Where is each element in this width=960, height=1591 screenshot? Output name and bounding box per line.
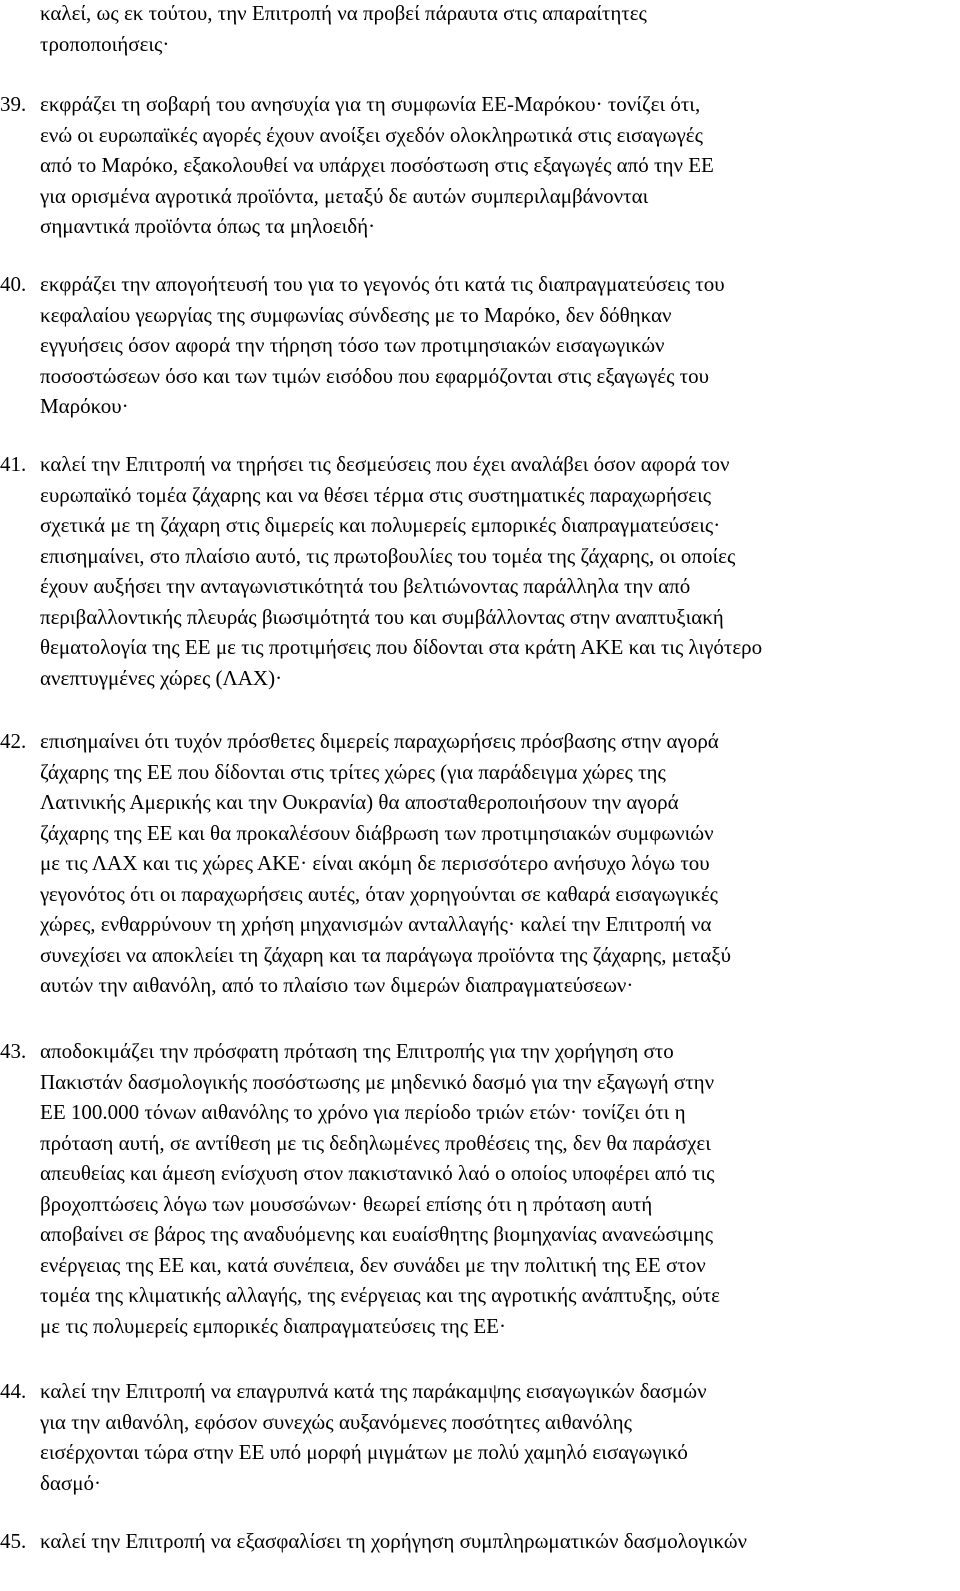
paragraph-line: τομέα της κλιματικής αλλαγής, της ενέργειας και της αγροτικής ανάπτυξης, ούτε [40, 1283, 720, 1307]
paragraph-line: καλεί την Επιτροπή να επαγρυπνά κατά της παράκαμψης εισαγωγικών δασμών [40, 1379, 707, 1403]
paragraph-line: καλεί την Επιτροπή να τηρήσει τις δεσμεύσεις που έχει αναλάβει όσον αφορά τον [40, 452, 730, 476]
paragraph-line: Λατινικής Αμερικής και την Ουκρανία) θα αποσταθεροποιήσουν την αγορά [40, 790, 679, 814]
paragraph-line: έχουν αυξήσει την ανταγωνιστικότητά του βελτιώνοντας παράλληλα την από [40, 574, 691, 598]
paragraph-42 [0, 726, 952, 1001]
paragraph-line: ζάχαρης της ΕΕ που δίδονται στις τρίτες χώρες (για παράδειγμα χώρες της [40, 759, 666, 784]
paragraph-number: 45. [0, 1529, 27, 1553]
paragraph-line: εκφράζει τη σοβαρή του ανησυχία για τη συμφωνία ΕΕ-Μαρόκου· τονίζει ότι, [40, 92, 701, 116]
paragraph-line: ευρωπαϊκό τομέα ζάχαρης και να θέσει τέρμα στις συστηματικές παραχωρήσεις [40, 482, 712, 507]
paragraph-line: για ορισμένα αγροτικά προϊόντα, μεταξύ δε αυτών συμπεριλαμβάνονται [40, 183, 649, 208]
paragraph-45 [0, 1526, 952, 1557]
paragraph-line: συνεχίσει να αποκλείει τη ζάχαρη και τα παράγωγα προϊόντα της ζάχαρης, μεταξύ [40, 942, 732, 967]
paragraph-39 [0, 89, 952, 242]
paragraph-line: για την αιθανόλη, εφόσον συνεχώς αυξανόμενες ποσότητες αιθανόλης [40, 1409, 632, 1434]
paragraph-line: με τις ΛΑΧ και τις χώρες ΑΚΕ· είναι ακόμη δε περισσότερο ανήσυχο λόγω του [40, 851, 710, 875]
paragraph-number: 44. [0, 1379, 27, 1403]
paragraph-line: ενώ οι ευρωπαϊκές αγορές έχουν ανοίξει σχεδόν ολοκληρωτικά στις εισαγωγές [40, 122, 703, 147]
paragraph-44 [0, 1376, 952, 1498]
paragraph-line: εγγυήσεις όσον αφορά την τήρηση τόσο των προτιμησιακών εισαγωγικών [40, 333, 665, 357]
paragraph-number: 39. [0, 92, 27, 116]
paragraph-line: σημαντικά προϊόντα όπως τα μηλοειδή· [40, 214, 376, 238]
paragraph-line: καλεί την Επιτροπή να εξασφαλίσει τη χορήγηση συμπληρωματικών δασμολογικών [40, 1529, 748, 1553]
paragraph-line: δασμό· [40, 1470, 101, 1495]
paragraph-line: ανεπτυγμένες χώρες (ΛΑΧ)· [40, 665, 283, 690]
paragraph-line: γεγονότος ότι οι παραχωρήσεις αυτές, όταν χορηγούνται σε καθαρά εισαγωγικές [40, 881, 718, 906]
paragraph-number: 41. [0, 452, 27, 476]
paragraph-line: αυτών την αιθανόλη, από το πλαίσιο των διμερών διαπραγματεύσεων· [40, 973, 634, 997]
paragraph-line: πρόταση αυτή, σε αντίθεση με τις δεδηλωμένες προθέσεις της, δεν θα παράσχει [40, 1130, 711, 1155]
paragraph-line: αποβαίνει σε βάρος της αναδυόμενης και ευαίσθητης βιομηχανίας ανανεώσιμης [40, 1222, 714, 1246]
paragraph-line: εκφράζει την απογοήτευσή του για το γεγονός ότι κατά τις διαπραγματεύσεις του [40, 272, 725, 296]
paragraph-line: ενέργειας της ΕΕ και, κατά συνέπεια, δεν συνάδει με την πολιτική της ΕΕ στον [40, 1252, 706, 1277]
paragraph-number: 43. [0, 1039, 27, 1063]
paragraph-line: καλεί, ως εκ τούτου, την Επιτροπή να προβεί πάραυτα στις απαραίτητες [40, 1, 647, 25]
paragraph-40 [0, 269, 952, 422]
paragraph-line: τροποποιήσεις· [40, 31, 170, 56]
paragraph-line: επισημαίνει, στο πλαίσιο αυτό, τις πρωτοβουλίες του τομέα της ζάχαρης, οι οποίες [40, 543, 736, 568]
paragraph-number: 42. [0, 729, 27, 753]
paragraph-line: αποδοκιμάζει την πρόσφατη πρόταση της Επιτροπής για την χορήγηση στο [40, 1039, 674, 1063]
paragraph-line: απευθείας και άμεση ενίσχυση στον πακιστανικό λαό ο οποίος υποφέρει από τις [40, 1161, 715, 1185]
intro-paragraph [40, 0, 952, 59]
paragraph-line: κεφαλαίου γεωργίας της συμφωνίας σύνδεσης με το Μαρόκο, δεν δόθηκαν [40, 302, 672, 327]
paragraph-line: βροχοπτώσεις λόγω των μουσσώνων· θεωρεί επίσης ότι η πρόταση αυτή [40, 1191, 653, 1216]
paragraph-line: χώρες, ενθαρρύνουν τη χρήση μηχανισμών ανταλλαγής· καλεί την Επιτροπή να [40, 912, 712, 936]
paragraph-line: επισημαίνει ότι τυχόν πρόσθετες διμερείς παραχωρήσεις πρόσβασης στην αγορά [40, 729, 719, 753]
paragraph-line: ΕΕ 100.000 τόνων αιθανόλης το χρόνο για περίοδο τριών ετών· τονίζει ότι η [40, 1100, 686, 1124]
paragraph-41 [0, 449, 952, 693]
paragraph-line: ποσοστώσεων όσο και των τιμών εισόδου που εφαρμόζονται στις εξαγωγές του [40, 363, 709, 388]
paragraph-line: σχετικά με τη ζάχαρη στις διμερείς και πολυμερείς εμπορικές διαπραγματεύσεις· [40, 513, 721, 537]
paragraph-line: θεματολογία της ΕΕ με τις προτιμήσεις που δίδονται στα κράτη ΑΚΕ και τις λιγότερο [40, 635, 763, 659]
paragraph-line: ζάχαρης της ΕΕ και θα προκαλέσουν διάβρωση των προτιμησιακών συμφωνιών [40, 820, 714, 845]
paragraph-line: Μαρόκου· [40, 394, 129, 418]
paragraph-line: Πακιστάν δασμολογικής ποσόστωσης με μηδενικό δασμό για την εξαγωγή στην [40, 1069, 715, 1094]
paragraph-number: 40. [0, 272, 27, 296]
paragraph-line: εισέρχονται τώρα στην ΕΕ υπό μορφή μιγμάτων με πολύ χαμηλό εισαγωγικό [40, 1440, 688, 1464]
paragraph-line: από το Μαρόκο, εξακολουθεί να υπάρχει ποσόστωση στις εξαγωγές από την ΕΕ [40, 153, 714, 177]
paragraph-43 [0, 1036, 952, 1341]
paragraph-line: περιβαλλοντικής πλευράς βιωσιμότητά του και συμβάλλοντας στην αναπτυξιακή [40, 604, 724, 629]
paragraph-line: με τις πολυμερείς εμπορικές διαπραγματεύσεις της ΕΕ· [40, 1313, 506, 1338]
